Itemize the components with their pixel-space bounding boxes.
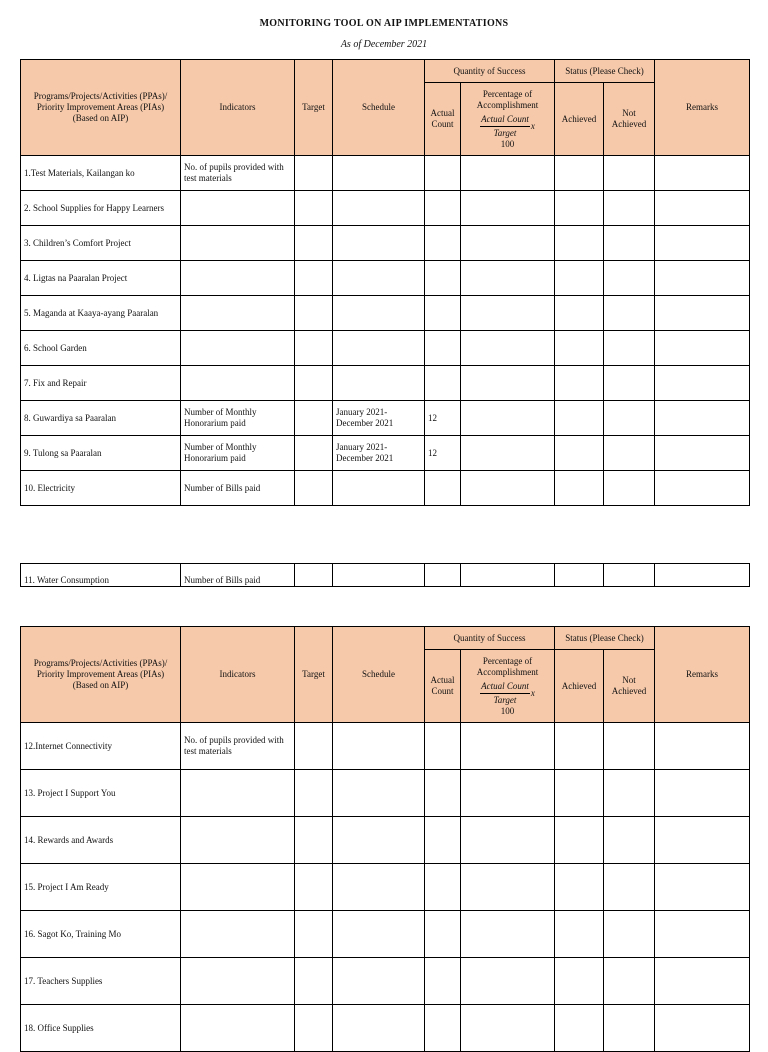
indicator-cell bbox=[181, 958, 295, 1005]
not-achieved-checkbox-cell bbox=[604, 911, 655, 958]
achieved-checkbox-cell bbox=[555, 156, 604, 191]
achieved-checkbox-cell bbox=[555, 770, 604, 817]
schedule-cell bbox=[333, 723, 425, 770]
header-ppas: Programs/Projects/Activities (PPAs)/ Priority Improvement Areas (PIAs) (Based on AIP) bbox=[21, 627, 181, 723]
schedule-cell bbox=[333, 191, 425, 226]
not-achieved-checkbox-cell bbox=[604, 864, 655, 911]
formula-numerator: Actual Count bbox=[481, 680, 529, 691]
program-cell: 13. Project I Support You bbox=[21, 770, 181, 817]
actual-count-cell bbox=[425, 864, 461, 911]
schedule-cell bbox=[333, 564, 425, 587]
achieved-checkbox-cell bbox=[555, 331, 604, 366]
table-row bbox=[21, 564, 750, 587]
table-row bbox=[21, 331, 750, 366]
table-row bbox=[21, 261, 750, 296]
remarks-cell bbox=[655, 564, 750, 587]
remarks-cell bbox=[655, 723, 750, 770]
remarks-cell bbox=[655, 156, 750, 191]
header-schedule: Schedule bbox=[333, 627, 425, 723]
percentage-cell bbox=[461, 864, 555, 911]
actual-count-cell bbox=[425, 564, 461, 587]
program-cell: 14. Rewards and Awards bbox=[21, 817, 181, 864]
percentage-cell bbox=[461, 436, 555, 471]
actual-count-cell bbox=[425, 817, 461, 864]
schedule-cell bbox=[333, 911, 425, 958]
achieved-checkbox-cell bbox=[555, 436, 604, 471]
not-achieved-checkbox-cell bbox=[604, 817, 655, 864]
schedule-cell bbox=[333, 156, 425, 191]
header-not-achieved: Not Achieved bbox=[604, 83, 655, 156]
indicator-cell: Number of Bills paid bbox=[181, 471, 295, 506]
target-cell bbox=[295, 471, 333, 506]
program-cell: 15. Project I Am Ready bbox=[21, 864, 181, 911]
indicator-cell: Number of Bills paid bbox=[181, 564, 295, 587]
actual-count-cell: 12 bbox=[425, 436, 461, 471]
table-row bbox=[21, 226, 750, 261]
schedule-cell bbox=[333, 471, 425, 506]
schedule-cell bbox=[333, 1005, 425, 1052]
header-indicators: Indicators bbox=[181, 627, 295, 723]
table-row bbox=[21, 366, 750, 401]
achieved-checkbox-cell bbox=[555, 471, 604, 506]
not-achieved-checkbox-cell bbox=[604, 1005, 655, 1052]
achieved-checkbox-cell bbox=[555, 911, 604, 958]
not-achieved-checkbox-cell bbox=[604, 226, 655, 261]
header-quantity-of-success: Quantity of Success bbox=[425, 627, 555, 650]
actual-count-cell bbox=[425, 1005, 461, 1052]
percentage-formula bbox=[464, 681, 551, 706]
remarks-cell bbox=[655, 226, 750, 261]
actual-count-cell bbox=[425, 471, 461, 506]
remarks-cell bbox=[655, 436, 750, 471]
target-cell bbox=[295, 1005, 333, 1052]
indicator-cell bbox=[181, 261, 295, 296]
header-status: Status (Please Check) bbox=[555, 627, 655, 650]
table-row bbox=[21, 156, 750, 191]
monitoring-table-2 bbox=[20, 626, 750, 1052]
achieved-checkbox-cell bbox=[555, 958, 604, 1005]
percentage-cell bbox=[461, 770, 555, 817]
table-row bbox=[21, 471, 750, 506]
program-cell: 2. School Supplies for Happy Learners bbox=[21, 191, 181, 226]
program-cell: 12.Internet Connectivity bbox=[21, 723, 181, 770]
not-achieved-checkbox-cell bbox=[604, 156, 655, 191]
schedule-cell bbox=[333, 261, 425, 296]
remarks-cell bbox=[655, 1005, 750, 1052]
not-achieved-checkbox-cell bbox=[604, 261, 655, 296]
monitoring-table-continuation bbox=[20, 563, 750, 587]
program-cell: 1.Test Materials, Kailangan ko bbox=[21, 156, 181, 191]
percentage-formula bbox=[464, 114, 551, 139]
remarks-cell bbox=[655, 817, 750, 864]
remarks-cell bbox=[655, 864, 750, 911]
program-cell: 8. Guwardiya sa Paaralan bbox=[21, 401, 181, 436]
indicator-cell: No. of pupils provided with test materials bbox=[181, 156, 295, 191]
remarks-cell bbox=[655, 958, 750, 1005]
percentage-cell bbox=[461, 911, 555, 958]
schedule-cell bbox=[333, 864, 425, 911]
actual-count-cell bbox=[425, 331, 461, 366]
percentage-label: Percentage of Accomplishment bbox=[476, 655, 539, 677]
schedule-cell bbox=[333, 958, 425, 1005]
actual-count-cell bbox=[425, 261, 461, 296]
header-indicators: Indicators bbox=[181, 60, 295, 156]
header-achieved: Achieved bbox=[555, 650, 604, 723]
remarks-cell bbox=[655, 366, 750, 401]
table-row bbox=[21, 191, 750, 226]
header-remarks: Remarks bbox=[655, 60, 750, 156]
indicator-cell bbox=[181, 1005, 295, 1052]
header-actual-count: Actual Count bbox=[425, 83, 461, 156]
header-target: Target bbox=[295, 60, 333, 156]
remarks-cell bbox=[655, 911, 750, 958]
header-target: Target bbox=[295, 627, 333, 723]
formula-denominator: Target bbox=[493, 127, 517, 138]
actual-count-cell bbox=[425, 296, 461, 331]
indicator-cell: Number of Monthly Honorarium paid bbox=[181, 401, 295, 436]
percentage-label: Percentage of Accomplishment bbox=[476, 88, 539, 110]
remarks-cell bbox=[655, 296, 750, 331]
not-achieved-checkbox-cell bbox=[604, 436, 655, 471]
percentage-cell bbox=[461, 191, 555, 226]
remarks-cell bbox=[655, 191, 750, 226]
achieved-checkbox-cell bbox=[555, 296, 604, 331]
target-cell bbox=[295, 864, 333, 911]
table-row bbox=[21, 817, 750, 864]
not-achieved-checkbox-cell bbox=[604, 191, 655, 226]
actual-count-cell bbox=[425, 723, 461, 770]
table-row bbox=[21, 958, 750, 1005]
schedule-cell bbox=[333, 770, 425, 817]
monitoring-table-1 bbox=[20, 59, 750, 506]
schedule-cell bbox=[333, 226, 425, 261]
program-cell: 16. Sagot Ko, Training Mo bbox=[21, 911, 181, 958]
schedule-cell bbox=[333, 366, 425, 401]
not-achieved-checkbox-cell bbox=[604, 958, 655, 1005]
remarks-cell bbox=[655, 261, 750, 296]
not-achieved-checkbox-cell bbox=[604, 723, 655, 770]
not-achieved-checkbox-cell bbox=[604, 296, 655, 331]
formula-constant: 100 bbox=[500, 138, 515, 149]
percentage-cell bbox=[461, 817, 555, 864]
schedule-cell: January 2021-December 2021 bbox=[333, 436, 425, 471]
program-cell: 7. Fix and Repair bbox=[21, 366, 181, 401]
target-cell bbox=[295, 436, 333, 471]
indicator-cell bbox=[181, 864, 295, 911]
actual-count-cell bbox=[425, 770, 461, 817]
header-not-achieved: Not Achieved bbox=[604, 650, 655, 723]
actual-count-cell bbox=[425, 366, 461, 401]
target-cell bbox=[295, 817, 333, 864]
table-row bbox=[21, 770, 750, 817]
achieved-checkbox-cell bbox=[555, 226, 604, 261]
actual-count-cell bbox=[425, 191, 461, 226]
header-percentage bbox=[461, 83, 555, 156]
schedule-cell bbox=[333, 817, 425, 864]
program-cell: 11. Water Consumption bbox=[21, 564, 181, 587]
actual-count-cell bbox=[425, 958, 461, 1005]
actual-count-cell bbox=[425, 911, 461, 958]
table-row bbox=[21, 1005, 750, 1052]
target-cell bbox=[295, 261, 333, 296]
target-cell bbox=[295, 958, 333, 1005]
schedule-cell bbox=[333, 331, 425, 366]
program-cell: 5. Maganda at Kaaya-ayang Paaralan bbox=[21, 296, 181, 331]
remarks-cell bbox=[655, 331, 750, 366]
percentage-cell bbox=[461, 226, 555, 261]
header-remarks: Remarks bbox=[655, 627, 750, 723]
header-schedule: Schedule bbox=[333, 60, 425, 156]
table-row bbox=[21, 401, 750, 436]
program-cell: 9. Tulong sa Paaralan bbox=[21, 436, 181, 471]
program-cell: 18. Office Supplies bbox=[21, 1005, 181, 1052]
header-ppas: Programs/Projects/Activities (PPAs)/ Priority Improvement Areas (PIAs) (Based on AIP) bbox=[21, 60, 181, 156]
percentage-cell bbox=[461, 366, 555, 401]
table-row bbox=[21, 436, 750, 471]
indicator-cell bbox=[181, 331, 295, 366]
not-achieved-checkbox-cell bbox=[604, 471, 655, 506]
actual-count-cell bbox=[425, 226, 461, 261]
achieved-checkbox-cell bbox=[555, 261, 604, 296]
indicator-cell bbox=[181, 226, 295, 261]
not-achieved-checkbox-cell bbox=[604, 770, 655, 817]
header-achieved: Achieved bbox=[555, 83, 604, 156]
target-cell bbox=[295, 401, 333, 436]
actual-count-cell: 12 bbox=[425, 401, 461, 436]
not-achieved-checkbox-cell bbox=[604, 564, 655, 587]
actual-count-cell bbox=[425, 156, 461, 191]
percentage-cell bbox=[461, 723, 555, 770]
percentage-cell bbox=[461, 401, 555, 436]
target-cell bbox=[295, 191, 333, 226]
program-cell: 3. Children’s Comfort Project bbox=[21, 226, 181, 261]
header-actual-count: Actual Count bbox=[425, 650, 461, 723]
header-quantity-of-success: Quantity of Success bbox=[425, 60, 555, 83]
schedule-cell: January 2021-December 2021 bbox=[333, 401, 425, 436]
table-row bbox=[21, 723, 750, 770]
formula-multiplier: x bbox=[530, 687, 535, 698]
indicator-cell: Number of Monthly Honorarium paid bbox=[181, 436, 295, 471]
remarks-cell bbox=[655, 471, 750, 506]
program-cell: 10. Electricity bbox=[21, 471, 181, 506]
indicator-cell bbox=[181, 296, 295, 331]
table-header bbox=[21, 60, 750, 156]
target-cell bbox=[295, 156, 333, 191]
percentage-cell bbox=[461, 471, 555, 506]
achieved-checkbox-cell bbox=[555, 817, 604, 864]
target-cell bbox=[295, 226, 333, 261]
formula-numerator: Actual Count bbox=[481, 113, 529, 124]
table-row bbox=[21, 296, 750, 331]
target-cell bbox=[295, 564, 333, 587]
document-title: MONITORING TOOL ON AIP IMPLEMENTATIONS bbox=[259, 18, 509, 29]
schedule-cell bbox=[333, 296, 425, 331]
header-percentage bbox=[461, 650, 555, 723]
achieved-checkbox-cell bbox=[555, 864, 604, 911]
target-cell bbox=[295, 366, 333, 401]
table-header bbox=[21, 627, 750, 723]
indicator-cell bbox=[181, 911, 295, 958]
achieved-checkbox-cell bbox=[555, 366, 604, 401]
remarks-cell bbox=[655, 401, 750, 436]
target-cell bbox=[295, 723, 333, 770]
indicator-cell bbox=[181, 817, 295, 864]
not-achieved-checkbox-cell bbox=[604, 331, 655, 366]
table-row bbox=[21, 864, 750, 911]
target-cell bbox=[295, 911, 333, 958]
achieved-checkbox-cell bbox=[555, 401, 604, 436]
remarks-cell bbox=[655, 770, 750, 817]
program-cell: 6. School Garden bbox=[21, 331, 181, 366]
percentage-cell bbox=[461, 564, 555, 587]
achieved-checkbox-cell bbox=[555, 191, 604, 226]
program-cell: 4. Ligtas na Paaralan Project bbox=[21, 261, 181, 296]
target-cell bbox=[295, 770, 333, 817]
header-status: Status (Please Check) bbox=[555, 60, 655, 83]
percentage-cell bbox=[461, 156, 555, 191]
achieved-checkbox-cell bbox=[555, 723, 604, 770]
table-row bbox=[21, 911, 750, 958]
program-cell: 17. Teachers Supplies bbox=[21, 958, 181, 1005]
document-subtitle: As of December 2021 bbox=[340, 39, 428, 50]
indicator-cell bbox=[181, 366, 295, 401]
indicator-cell bbox=[181, 191, 295, 226]
percentage-cell bbox=[461, 958, 555, 1005]
achieved-checkbox-cell bbox=[555, 1005, 604, 1052]
formula-denominator: Target bbox=[493, 694, 517, 705]
percentage-cell bbox=[461, 296, 555, 331]
indicator-cell bbox=[181, 770, 295, 817]
target-cell bbox=[295, 296, 333, 331]
indicator-cell: No. of pupils provided with test materials bbox=[181, 723, 295, 770]
percentage-cell bbox=[461, 331, 555, 366]
not-achieved-checkbox-cell bbox=[604, 366, 655, 401]
formula-multiplier: x bbox=[530, 120, 535, 131]
formula-constant: 100 bbox=[500, 705, 515, 716]
percentage-cell bbox=[461, 261, 555, 296]
not-achieved-checkbox-cell bbox=[604, 401, 655, 436]
achieved-checkbox-cell bbox=[555, 564, 604, 587]
target-cell bbox=[295, 331, 333, 366]
percentage-cell bbox=[461, 1005, 555, 1052]
